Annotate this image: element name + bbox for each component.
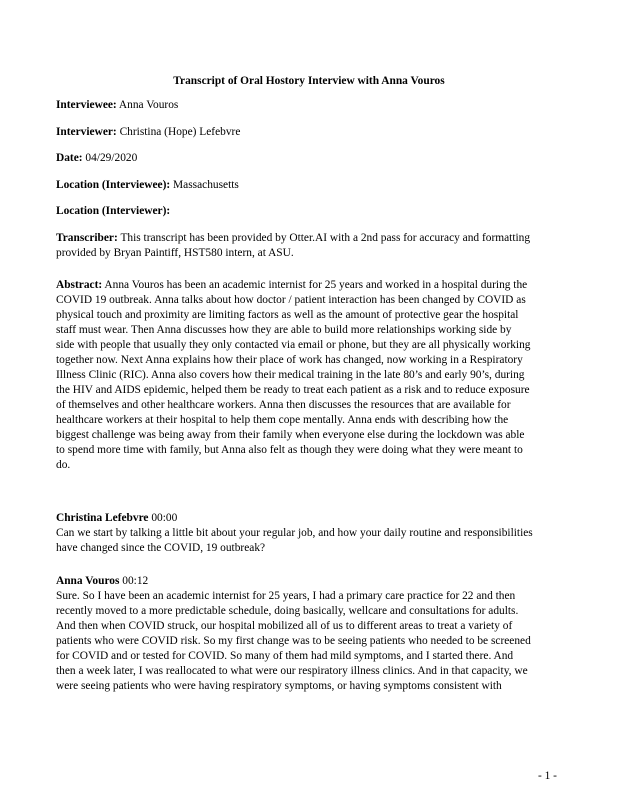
abstract-line: to spend more time with family, but Anna also felt as though they were doing what they were meant to	[56, 444, 523, 456]
interviewer-line	[56, 125, 240, 139]
transcript-line: And then when COVID struck, our hospital mobilized all of us to different areas to treat a variety of	[56, 620, 513, 632]
abstract-line: staff must wear. Then Anna discusses how they are able to build more relationships working side by	[56, 324, 512, 336]
transcript-line: have changed since the COVID, 19 outbreak?	[56, 542, 266, 554]
location-interviewee-value: Massachusetts	[170, 179, 239, 191]
speaker-name: Christina Lefebvre	[56, 512, 149, 524]
interviewee-value: Anna Vouros	[116, 99, 179, 111]
speaker-heading	[56, 574, 148, 588]
abstract-line: do.	[56, 459, 71, 471]
abstract-line: side with people that usually they only contacted via email or phone, but they are all physically working	[56, 339, 531, 351]
transcript-line: Can we start by talking a little bit about your regular job, and how your daily routine and responsibilities	[56, 527, 533, 539]
document-title: Transcript of Oral Hostory Interview with Anna Vouros	[173, 75, 445, 87]
abstract-text: Anna Vouros has been an academic internist for 25 years and worked in a hospital during the	[102, 279, 528, 291]
page-number: - 1 -	[538, 770, 557, 782]
abstract-line: Illness Clinic (RIC). Anna also covers how their medical training in the late 80’s and early 90’s, during	[56, 369, 525, 381]
transcriber-line-1	[56, 231, 530, 245]
abstract-line: biggest challenge was being away from their family when everyone else during the lockdown was able	[56, 429, 525, 441]
location-interviewer-line	[56, 204, 170, 218]
transcript-line: were seeing patients who were having respiratory symptoms, or having symptoms consistent with	[56, 680, 502, 692]
abstract-line: of themselves and other healthcare workers. Anna then discusses the resources that are available for	[56, 399, 511, 411]
location-interviewee-label: Location (Interviewee):	[56, 179, 171, 191]
date-line	[56, 151, 137, 165]
abstract-line: physical touch and proximity are limiting factors as well as the amount of protective gear the hospital	[56, 309, 519, 321]
speaker-timestamp: 00:00	[148, 512, 178, 524]
abstract-line: the HIV and AIDS epidemic, helped them be ready to treat each patient as a risk and to reduce exposure	[56, 384, 530, 396]
transcript-line: then a week later, I was reallocated to what were our respiratory illness clinics. And in that capacity, we	[56, 665, 528, 677]
location-interviewee-line	[56, 178, 239, 192]
abstract-label: Abstract:	[56, 279, 103, 291]
speaker-timestamp: 00:12	[119, 575, 149, 587]
location-interviewer-label: Location (Interviewer):	[56, 205, 171, 217]
transcript-line: patients who were COVID risk. So my first change was to be seeing patients who needed to be screened	[56, 635, 531, 647]
abstract-line: healthcare workers at their hospital to help them cope mentally. Anna ends with describing how the	[56, 414, 509, 426]
transcriber-line-2: provided by Bryan Paintiff, HST580 intern, at ASU.	[56, 247, 294, 259]
transcript-line: recently moved to a more predictable schedule, doing basically, wellcare and consultations for adults.	[56, 605, 519, 617]
abstract-line: together now. Next Anna explains how their place of work has changed, now working in a Respiratory	[56, 354, 523, 366]
transcript-line: Sure. So I have been an academic internist for 25 years, I had a primary care practice for 22 and then	[56, 590, 516, 602]
transcriber-text: This transcript has been provided by Otter.AI with a 2nd pass for accuracy and formatting	[117, 232, 531, 244]
speaker-name: Anna Vouros	[56, 575, 120, 587]
transcript-line: for COVID and or tested for COVID. So many of them had mild symptoms, and I started there. And	[56, 650, 514, 662]
date-label: Date:	[56, 152, 83, 164]
interviewer-value: Christina (Hope) Lefebvre	[116, 126, 241, 138]
speaker-heading	[56, 511, 177, 525]
interviewee-line	[56, 98, 178, 112]
date-value: 04/29/2020	[82, 152, 138, 164]
abstract-line: COVID 19 outbreak. Anna talks about how doctor / patient interaction has been changed by COVID as	[56, 294, 526, 306]
abstract-line-1	[56, 278, 527, 292]
interviewer-label: Interviewer:	[56, 126, 117, 138]
transcriber-label: Transcriber:	[56, 232, 118, 244]
interviewee-label: Interviewee:	[56, 99, 117, 111]
